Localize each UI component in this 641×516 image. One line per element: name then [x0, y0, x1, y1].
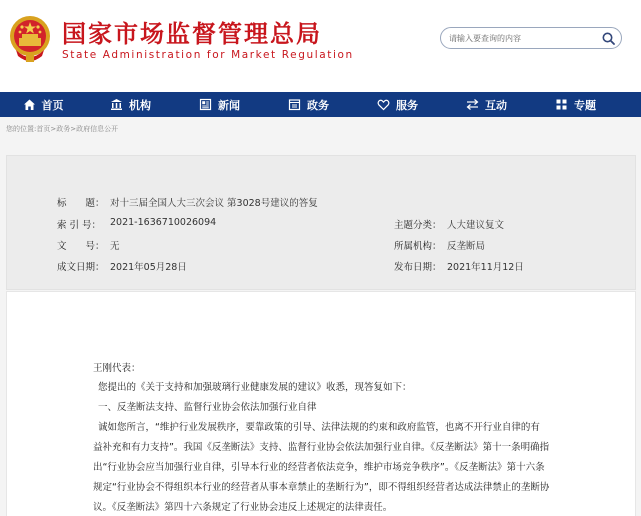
nav-label-special-topics: 专题 — [574, 98, 596, 112]
newspaper-icon — [199, 98, 212, 111]
nav-item-home[interactable] — [0, 92, 86, 117]
meta-org-label: 所属机构： — [394, 241, 442, 252]
article-paragraph: 您提出的《关于支持和加强玻璃行业健康发展的建议》收悉，现答复如下： — [98, 382, 412, 393]
search-icon — [602, 32, 615, 45]
article-section-heading: 一、反垄断法支持、监督行业协会依法加强行业自律 — [98, 402, 317, 413]
nav-label-government-affairs: 政务 — [307, 98, 329, 112]
article-salutation: 王刚代表： — [93, 363, 141, 374]
meta-topic-label: 主题分类： — [394, 220, 442, 231]
meta-index-value: 2021-1636710026094 — [110, 217, 217, 228]
article-paragraph: 诚如您所言，“维护行业发展秩序，要靠政策的引导、法律法规的约束和政府监管，也离不开行业自律的有 — [98, 422, 540, 433]
search-input[interactable] — [449, 31, 597, 45]
meta-created-label: 成文日期： — [57, 262, 105, 273]
article-content — [6, 291, 636, 516]
article-paragraph: 益补充和有力支持”。我国《反垄断法》支持、监督行业协会依法加强行业自律。《反垄断法》第十一条明确指 — [93, 442, 550, 453]
document-metadata-panel — [6, 155, 636, 290]
meta-docno-value: 无 — [110, 241, 120, 252]
nav-label-organization: 机构 — [129, 98, 151, 112]
meta-published-value: 2021年11月12日 — [447, 262, 524, 273]
meta-org-value: 反垄断局 — [447, 241, 486, 252]
nav-label-interaction: 互动 — [485, 98, 507, 112]
main-nav — [0, 92, 641, 117]
nav-item-news[interactable] — [175, 92, 264, 117]
site-subtitle: State Administration for Market Regulation — [62, 49, 354, 61]
document-icon — [288, 98, 301, 111]
search-box — [440, 27, 622, 49]
article-paragraph: 议。《反垄断法》第四十六条规定了行业协会违反上述规定的法律责任。 — [93, 502, 393, 513]
nav-item-service[interactable] — [353, 92, 442, 117]
nav-item-special-topics[interactable] — [531, 92, 620, 117]
article-paragraph: 规定“行业协会不得组织本行业的经营者从事本章禁止的垄断行为”，即不得组织经营者达成法律禁止的垄断协 — [93, 482, 550, 493]
meta-docno-label: 文 号： — [57, 241, 105, 252]
article-paragraph: 出“行业协会应当加强行业自律，引导本行业的经营者依法竞争，维护市场竞争秩序”。《反垄断法》第十六条 — [93, 462, 545, 473]
site-header — [0, 0, 641, 92]
exchange-icon — [466, 98, 479, 111]
meta-index-label: 索 引 号： — [57, 220, 102, 231]
nav-label-service: 服务 — [396, 98, 418, 112]
meta-topic-value: 人大建议复文 — [447, 220, 505, 231]
nav-item-interaction[interactable] — [442, 92, 531, 117]
search-button[interactable] — [599, 30, 617, 46]
meta-title-value: 对十三届全国人大三次会议 第3028号建议的答复 — [110, 198, 318, 209]
building-icon — [110, 98, 123, 111]
grid-icon — [555, 98, 568, 111]
nav-label-news: 新闻 — [218, 98, 240, 112]
meta-created-value: 2021年05月28日 — [110, 262, 187, 273]
breadcrumb-text[interactable]: 您的位置:首页>政务>政府信息公开 — [6, 125, 119, 133]
home-icon — [23, 98, 36, 111]
breadcrumb[interactable] — [6, 124, 118, 134]
nav-item-government-affairs[interactable] — [264, 92, 353, 117]
national-emblem-icon[interactable] — [8, 14, 52, 64]
meta-published-label: 发布日期： — [394, 262, 442, 273]
heart-icon — [377, 98, 390, 111]
site-title[interactable]: 国家市场监督管理总局 — [62, 19, 322, 48]
nav-item-organization[interactable] — [86, 92, 175, 117]
meta-title-label: 标 题： — [57, 198, 105, 209]
nav-label-home: 首页 — [41, 98, 64, 112]
